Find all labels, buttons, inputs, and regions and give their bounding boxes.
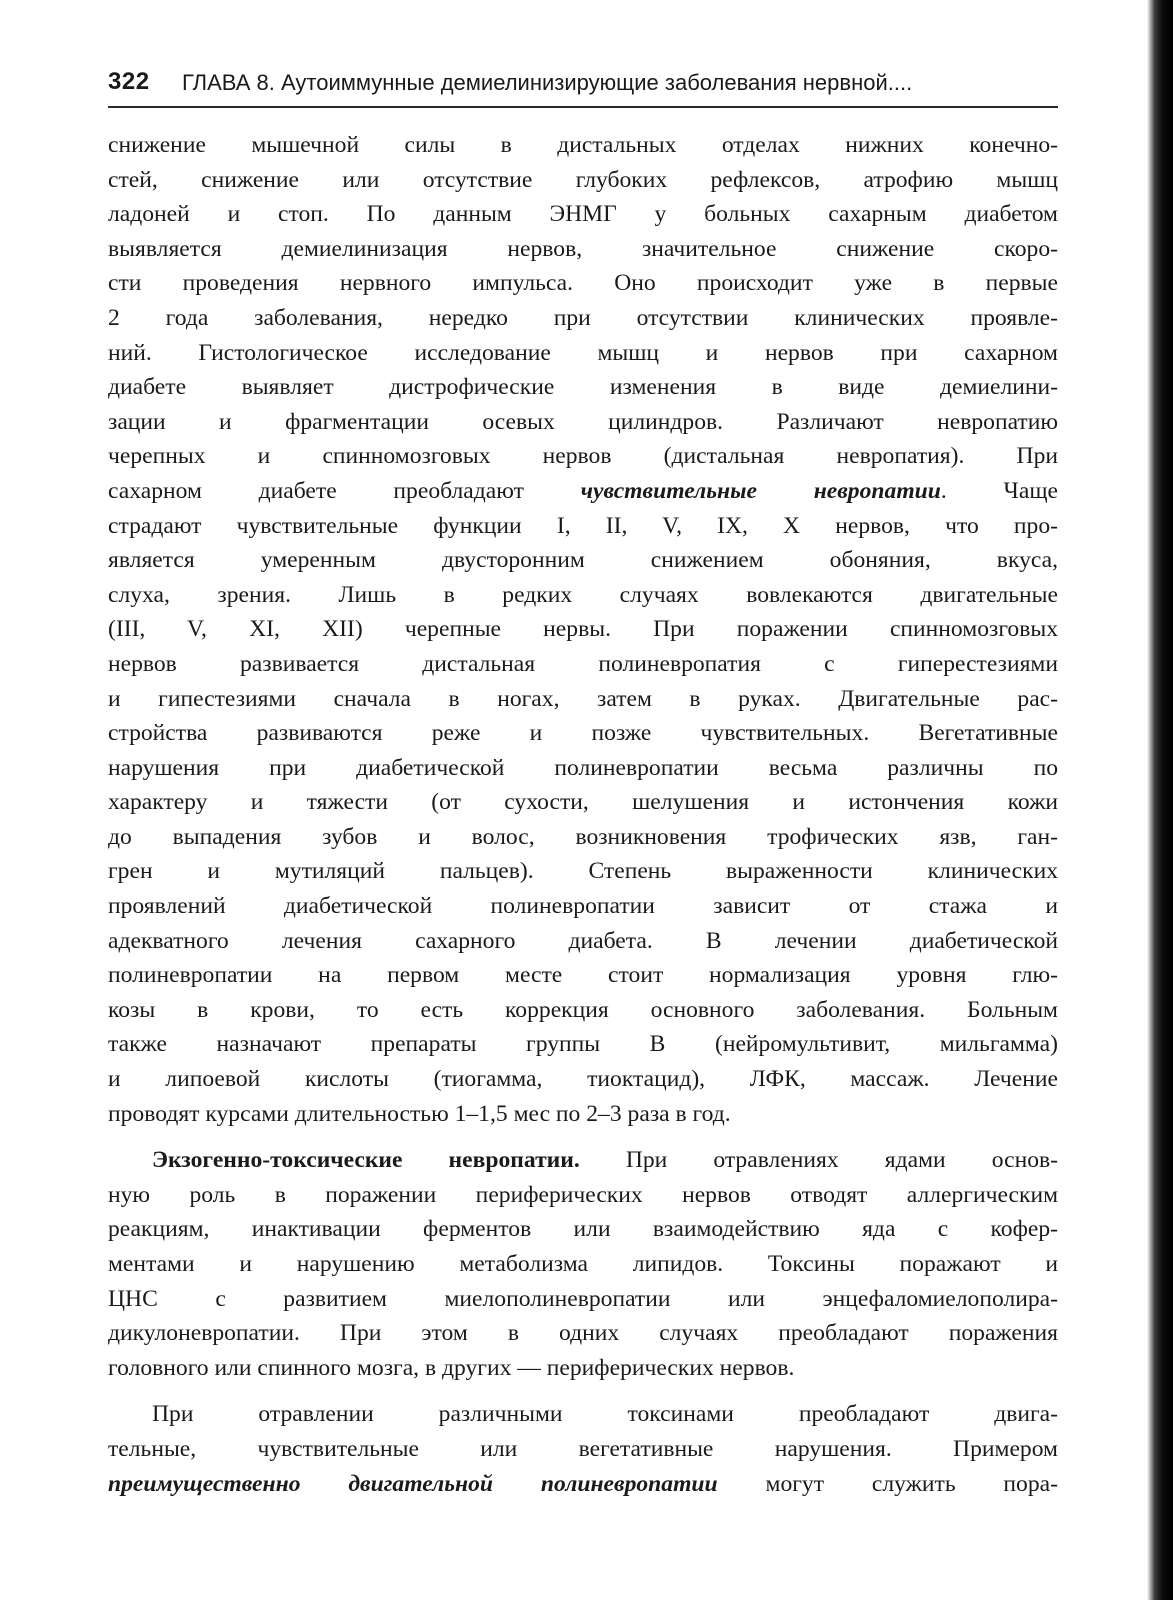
text-line: ний. Гистологическое исследование мышц и нервов при сахарном [108,339,1058,366]
scan-edge-shadow [1147,0,1173,1600]
text-run: При отравлениях ядами основ- [579,1147,1058,1174]
text-line: ладоней и стоп. По данным ЭНМГ у больных сахарным диабетом [108,201,1058,228]
text-line: выявляется демиелинизация нервов, значительное снижение скоро- [108,235,1058,262]
page-header [108,66,1058,108]
running-head: ГЛАВА 8. Аутоиммунные демиелинизирующие заболевания нервной.... [182,70,913,95]
text-line: снижение мышечной силы в дистальных отделах нижних конечно- [108,132,1058,158]
text-line: страдают чувствительные функции I, II, V, IX, X нервов, что про- [108,512,1058,539]
text-line: полиневропатии на первом месте стоит нормализация уровня глю- [108,962,1058,989]
section-run-in-heading: Экзогенно-токсические невропатии. [152,1147,580,1174]
text-line: до выпадения зубов и волос, возникновения трофических язв, ган- [108,823,1058,850]
text-line: стройства развиваются реже и позже чувствительных. Вегетативные [108,720,1058,747]
emphasized-term: чувствительные невропатии [580,477,941,504]
text-run: могут служить пора- [717,1470,1058,1497]
text-line: При отравлении различными токсинами преобладают двига- [152,1401,1058,1428]
paragraph-diabetic-neuropathy [108,128,1058,1131]
text-line [108,1467,1058,1502]
page-number: 322 [108,68,150,95]
text-line: грен и мутиляций пальцев). Степень выраженности клинических [108,858,1058,885]
text-line: козы в крови, то есть коррекция основного заболевания. Больным [108,996,1058,1023]
paragraph-toxin-poisoning [108,1397,1058,1501]
text-line: нервов развивается дистальная полиневропатия с гиперестезиями [108,650,1058,677]
text-line: проявлений диабетической полиневропатии зависит от стажа и [108,893,1058,920]
text-line: ментами и нарушению метаболизма липидов. Токсины поражают и [108,1251,1058,1277]
text-line: также назначают препараты группы В (нейромультивит, мильгамма) [108,1031,1058,1058]
paragraph-gap [108,1131,1058,1143]
text-line: дикулоневропатии. При этом в одних случаях преобладают поражения [108,1320,1058,1347]
text-line [108,1143,1058,1178]
text-line: является умеренным двусторонним снижением обоняния, вкуса, [108,547,1058,574]
text-line: 2 года заболевания, нередко при отсутствии клинических проявле- [108,304,1058,331]
text-line: адекватного лечения сахарного диабета. В лечении диабетической [108,927,1058,954]
text-line: нарушения при диабетической полиневропатии весьма различны по [108,754,1058,781]
paragraph-toxic-neuropathy [108,1143,1058,1385]
text-line: проводят курсами длительностью 1–1,5 мес по 2–3 раза в год. [108,1100,731,1127]
text-line: черепных и спинномозговых нервов (дистальная невропатия). При [108,443,1058,470]
text-line: реакциям, инактивации ферментов или взаимодействию яда с кофер- [108,1216,1058,1243]
text-line: диабете выявляет дистрофические изменения в виде демиелини- [108,374,1058,401]
text-line: головного или спинного мозга, в других — периферических нервов. [108,1354,795,1381]
text-line: зации и фрагментации осевых цилиндров. Различают невропатию [108,408,1058,435]
text-line: и гипестезиями сначала в ногах, затем в руках. Двигательные рас- [108,685,1058,712]
text-run: . Чаще [940,477,1058,504]
emphasized-term: преимущественно двигательной полиневропатии [108,1470,718,1497]
text-line: сти проведения нервного импульса. Оно происходит уже в первые [108,270,1058,297]
text-line: характеру и тяжести (от сухости, шелушения и истончения кожи [108,789,1058,816]
text-line: (III, V, XI, XII) черепные нервы. При поражении спинномозговых [108,616,1058,643]
text-run: сахарном диабете преобладают [108,477,581,504]
paragraph-gap [108,1385,1058,1397]
text-line: ЦНС с развитием миелополиневропатии или энцефаломиелополира- [108,1285,1058,1312]
text-line: и липоевой кислоты (тиогамма, тиоктацид), ЛФК, массаж. Лечение [108,1066,1058,1093]
text-line [108,474,1058,509]
text-line: тельные, чувствительные или вегетативные нарушения. Примером [108,1435,1058,1462]
text-line: ную роль в поражении периферических нервов отводят аллергическим [108,1181,1058,1208]
text-line: слуха, зрения. Лишь в редких случаях вовлекаются двигательные [108,581,1058,608]
page-body [108,128,1058,1501]
text-line: стей, снижение или отсутствие глубоких рефлексов, атрофию мышц [108,166,1058,193]
